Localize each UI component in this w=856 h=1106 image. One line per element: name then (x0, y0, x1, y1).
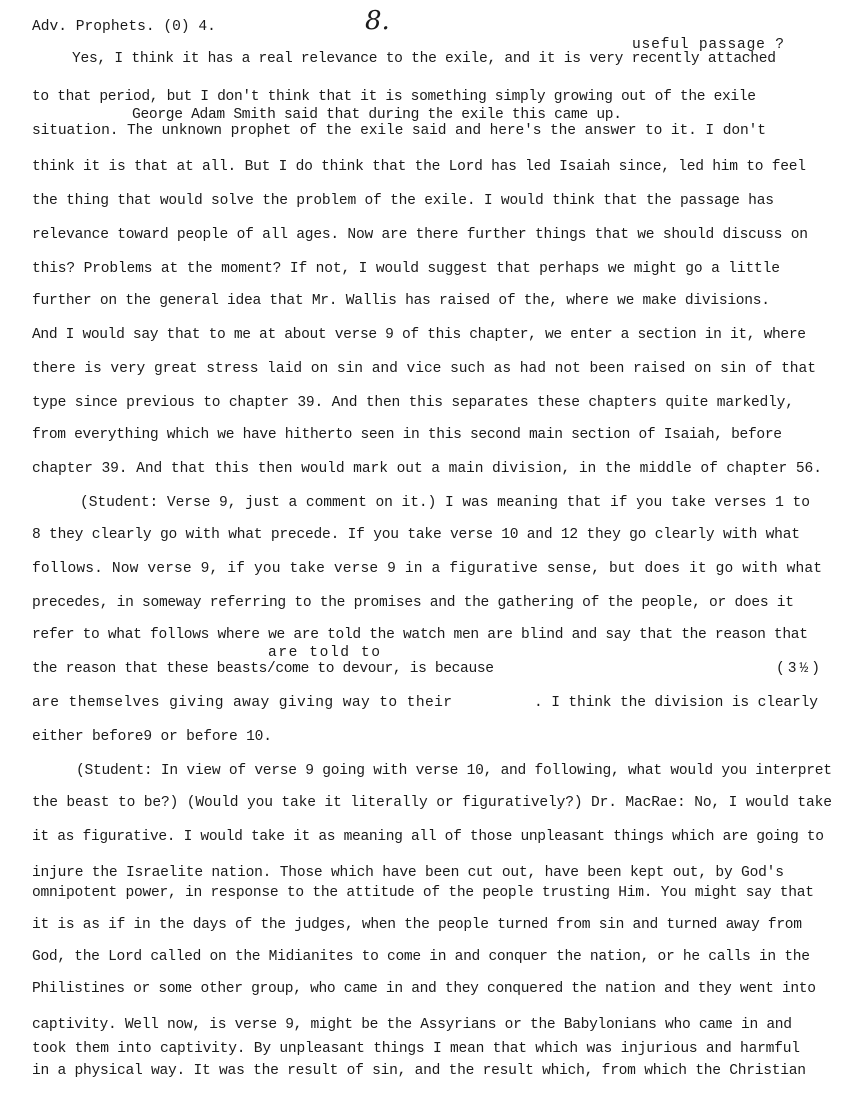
page-number: 8. (365, 6, 390, 36)
line: type since previous to chapter 39. And then this separates these chapters quite markedly, (32, 395, 794, 411)
line: chapter 39. And that this then would mark out a main division, in the middle of chapter 56. (32, 461, 822, 477)
line: there is very great stress laid on sin and vice such as had not been raised on sin of that (32, 361, 816, 377)
line: it is as if in the days of the judges, when the people turned from sin and turned away from (32, 917, 802, 933)
line: omnipotent power, in response to the attitude of the people trusting Him. You might say that (32, 885, 814, 901)
line: further on the general idea that Mr. Wallis has raised of the, where we make divisions. (32, 293, 770, 309)
line: 8 they clearly go with what precede. If you take verse 10 and 12 they go clearly with what (32, 527, 800, 543)
line: took them into captivity. By unpleasant things I mean that which was injurious and harmful (32, 1041, 800, 1057)
line: Yes, I think it has a real relevance to the exile, and it is very recently attached (72, 51, 776, 67)
line: (Student: In view of verse 9 going with verse 10, and following, what would you interpret (76, 763, 832, 779)
line: in a physical way. It was the result of sin, and the result which, from which the Christian (32, 1063, 806, 1079)
line: situation. The unknown prophet of the exile said and here's the answer to it. I don't (32, 123, 766, 139)
line: this? Problems at the moment? If not, I would suggest that perhaps we might go a little (32, 261, 780, 277)
line: Philistines or some other group, who came in and they conquered the nation and they went into (32, 981, 816, 997)
line: it as figurative. I would take it as meaning all of those unpleasant things which are going to (32, 829, 824, 845)
document-header: Adv. Prophets. (0) 4. (32, 19, 216, 35)
line: refer to what follows where we are told the watch men are blind and say that the reason that (32, 627, 808, 643)
line: think it is that at all. But I do think that the Lord has led Isaiah since, led him to feel (32, 159, 806, 175)
line: from everything which we have hitherto seen in this second main section of Isaiah, before (32, 427, 782, 443)
line-insertion: useful passage ? (632, 37, 785, 53)
line: God, the Lord called on the Midianites to come in and conquer the nation, or he calls in the (32, 949, 810, 965)
line: captivity. Well now, is verse 9, might be the Assyrians or the Babylonians who came in and (32, 1017, 792, 1033)
line: the thing that would solve the problem of the exile. I would think that the passage has (32, 193, 774, 209)
line: And I would say that to me at about verse 9 of this chapter, we enter a section in it, where (32, 327, 806, 343)
line: the reason that these beasts/come to devour, is because (32, 661, 494, 677)
line: to that period, but I don't think that it is something simply growing out of the exile (32, 89, 756, 105)
line-insertion: are told to (268, 645, 382, 661)
line: either before9 or before 10. (32, 729, 272, 745)
line-insertion: George Adam Smith said that during the exile this came up. (132, 107, 622, 123)
line: (Student: Verse 9, just a comment on it.) I was meaning that if you take verses 1 to (80, 495, 810, 511)
line: injure the Israelite nation. Those which have been cut out, have been kept out, by God's (32, 865, 784, 881)
line: . I think the division is clearly (534, 695, 818, 711)
margin-note: (3½) (776, 661, 823, 677)
line: follows. Now verse 9, if you take verse 9 in a figurative sense, but does it go with what (32, 561, 823, 577)
line: precedes, in someway referring to the promises and the gathering of the people, or does it (32, 595, 794, 611)
line: the beast to be?) (Would you take it literally or figuratively?) Dr. MacRae: No, I would take (32, 795, 832, 811)
line: relevance toward people of all ages. Now are there further things that we should discuss on (32, 227, 808, 243)
line: are themselves giving away giving way to their (32, 695, 453, 711)
